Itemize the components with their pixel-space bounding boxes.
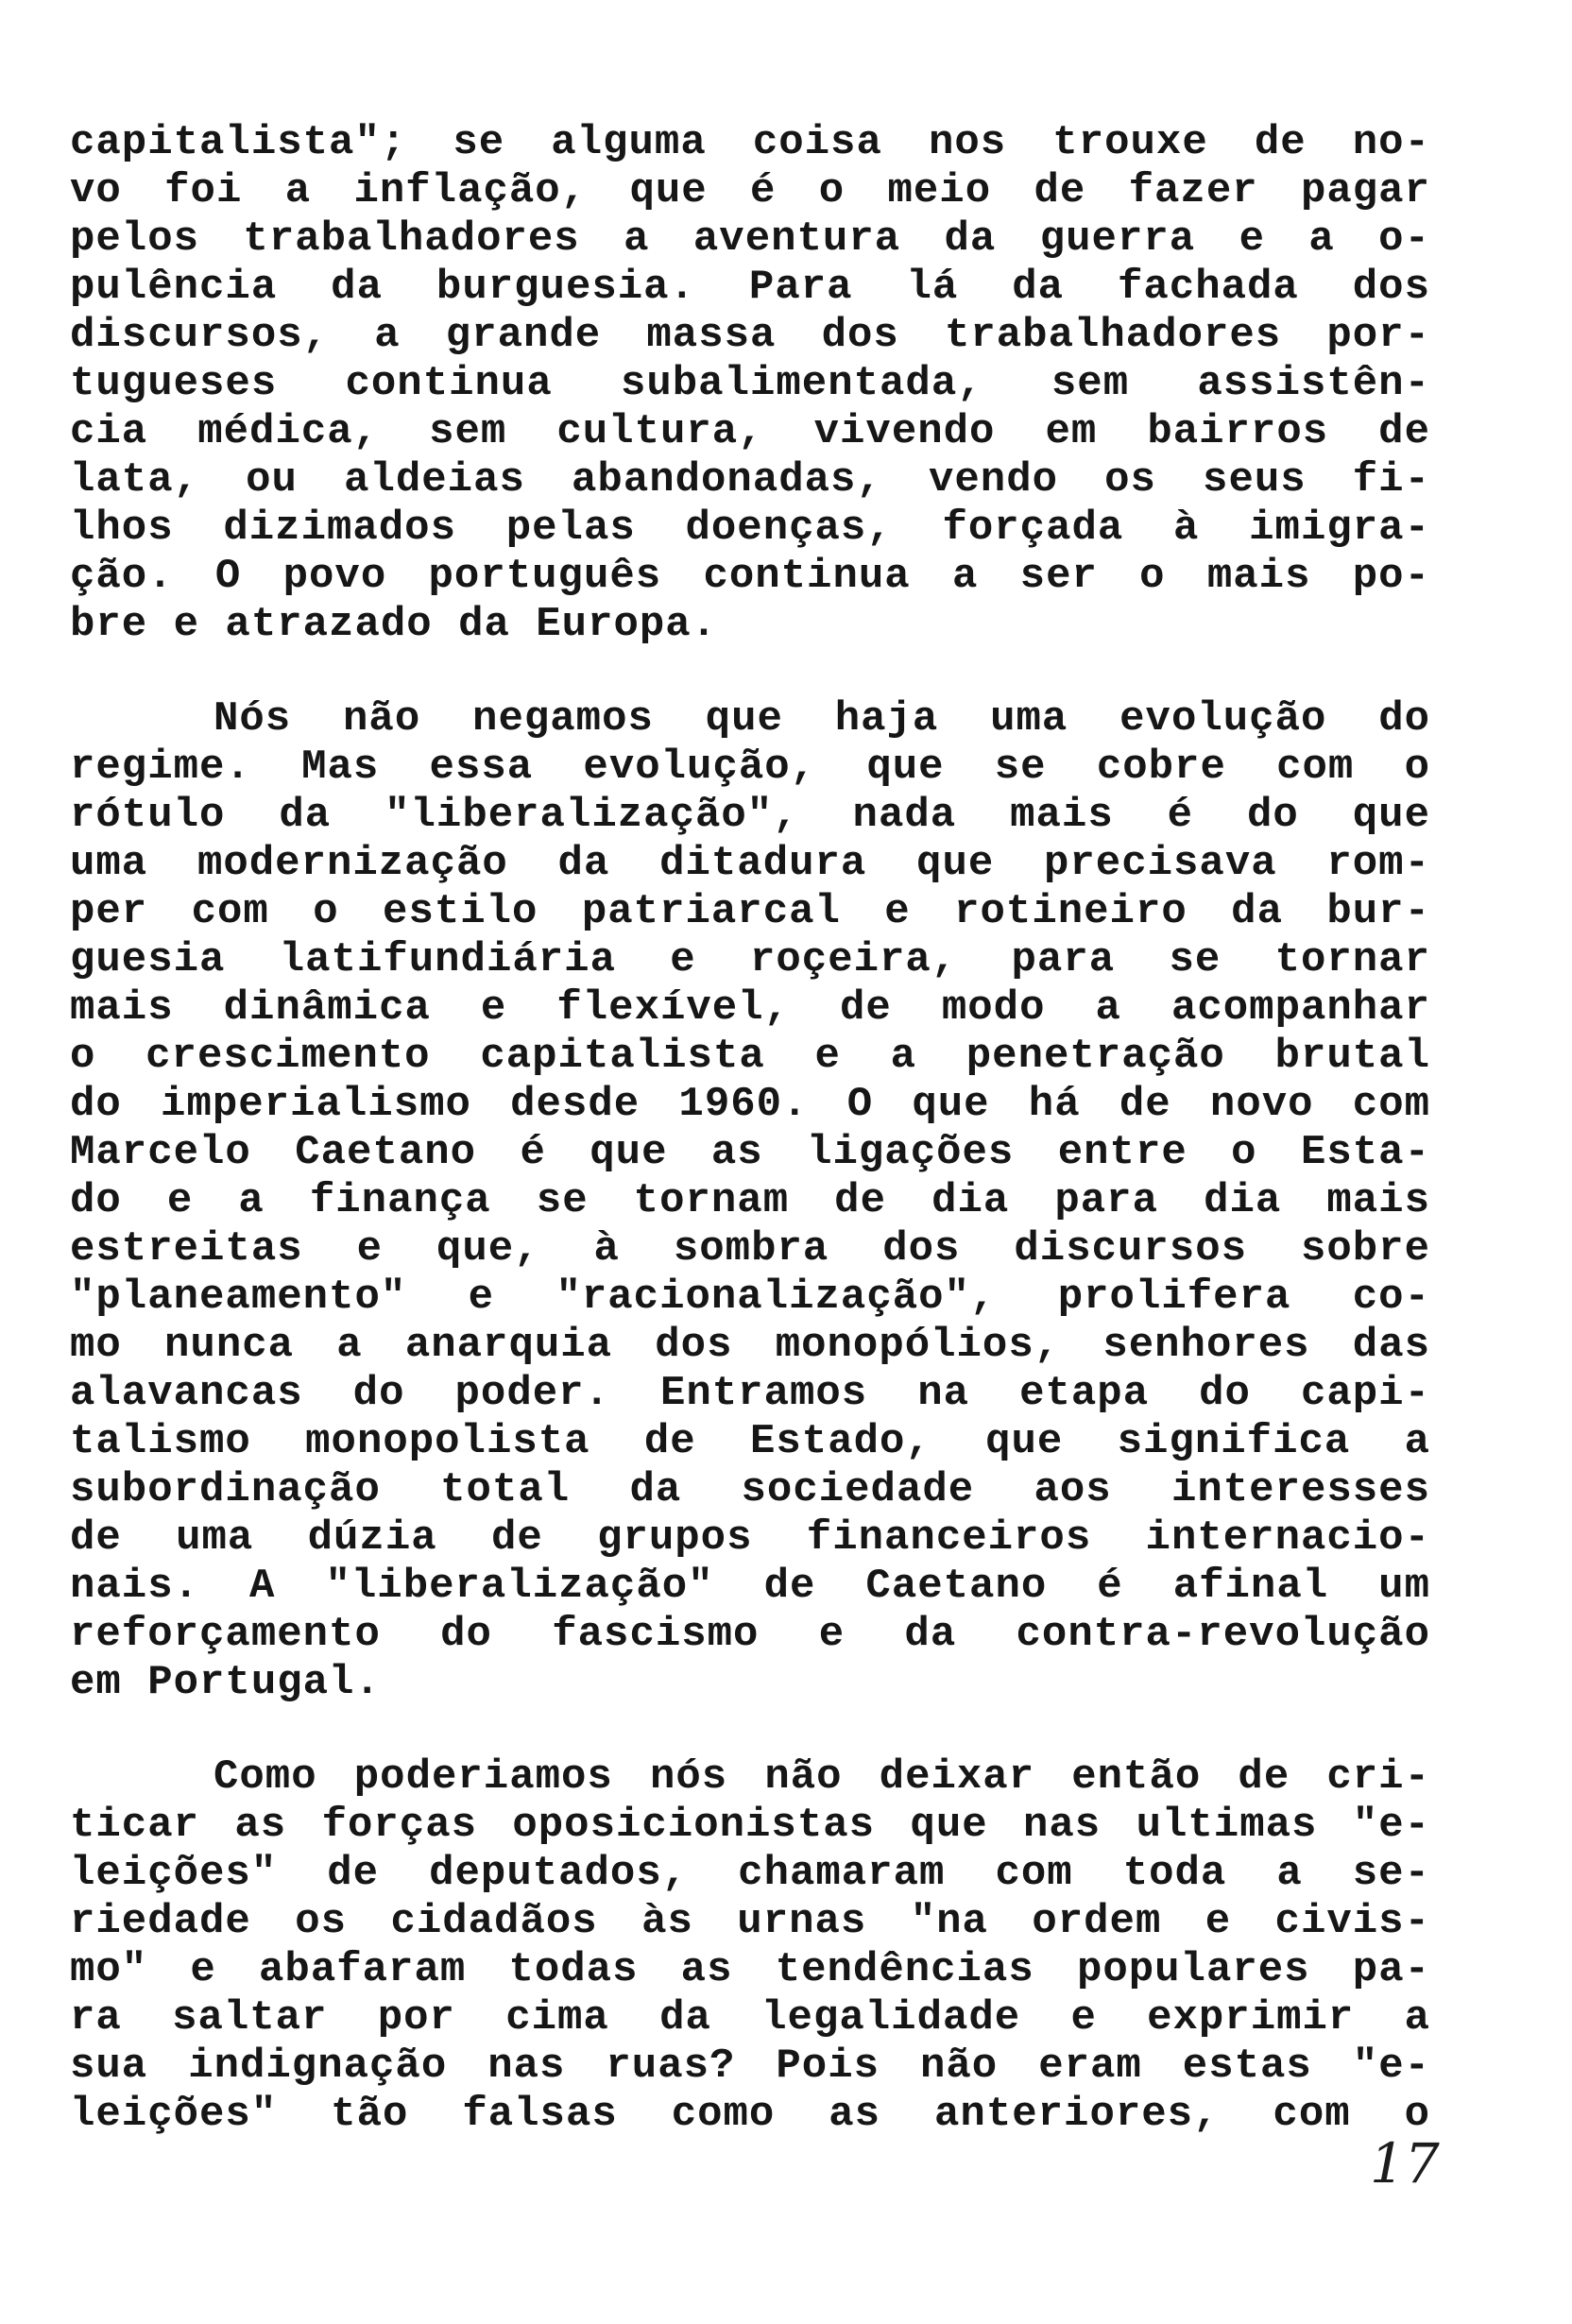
text-line: talismo monopolista de Estado, que significa a <box>70 1418 1430 1465</box>
text-line: estreitas e que, à sombra dos discursos sobre <box>70 1225 1430 1273</box>
text-line: bre e atrazado da Europa. <box>70 601 718 648</box>
text-line: per com o estilo patriarcal e rotineiro da bur- <box>70 888 1430 935</box>
text-line: alavancas do poder. Entramos na etapa do capi- <box>70 1370 1430 1417</box>
page-number: 17 <box>1370 2131 1440 2196</box>
text-line: guesia latifundiária e roçeira, para se tornar <box>70 936 1430 983</box>
text-line: Como poderiamos nós não deixar então de cri- <box>214 1753 1430 1801</box>
text-line: regime. Mas essa evolução, que se cobre com o <box>70 743 1430 791</box>
paragraph-2 <box>70 695 1430 1707</box>
text-line: do imperialismo desde 1960. O que há de novo com <box>70 1081 1430 1128</box>
text-line: Marcelo Caetano é que as ligações entre o Esta- <box>70 1129 1430 1176</box>
text-line: subordinação total da sociedade aos interesses <box>70 1466 1430 1513</box>
text-line: ção. O povo português continua a ser o mais po- <box>70 553 1430 600</box>
text-line: "planeamento" e "racionalização", prolifera co- <box>70 1273 1430 1321</box>
text-line: pelos trabalhadores a aventura da guerra e a o- <box>70 215 1430 263</box>
text-line: de uma dúzia de grupos financeiros internacio- <box>70 1514 1430 1562</box>
paragraph-3 <box>70 1753 1430 2139</box>
text-line: do e a finança se tornam de dia para dia mais <box>70 1177 1430 1224</box>
text-line: uma modernização da ditadura que precisava rom- <box>70 840 1430 887</box>
text-line: capitalista"; se alguma coisa nos trouxe de no- <box>70 119 1430 166</box>
text-line: mo" e abafaram todas as tendências populares pa- <box>70 1946 1430 1993</box>
text-line: lhos dizimados pelas doenças, forçada à imigra- <box>70 504 1430 552</box>
text-line: rótulo da "liberalização", nada mais é do que <box>70 792 1430 839</box>
text-line: nais. A "liberalização" de Caetano é afinal um <box>70 1563 1430 1610</box>
text-line: tugueses continua subalimentada, sem assistên- <box>70 360 1430 407</box>
text-line: mo nunca a anarquia dos monopólios, senhores das <box>70 1322 1430 1369</box>
text-line: mais dinâmica e flexível, de modo a acompanhar <box>70 984 1430 1032</box>
text-line: o crescimento capitalista e a penetração brutal <box>70 1033 1430 1080</box>
text-line: ticar as forças oposicionistas que nas ultimas "e- <box>70 1802 1430 1849</box>
text-line: lata, ou aldeias abandonadas, vendo os seus fi- <box>70 456 1430 504</box>
text-line: Nós não negamos que haja uma evolução do <box>214 695 1430 743</box>
text-line: leições" de deputados, chamaram com toda a se- <box>70 1850 1430 1897</box>
text-line: pulência da burguesia. Para lá da fachada dos <box>70 264 1430 311</box>
text-line: ra saltar por cima da legalidade e exprimir a <box>70 1994 1430 2042</box>
text-line: riedade os cidadãos às urnas "na ordem e civis- <box>70 1898 1430 1945</box>
text-line: reforçamento do fascismo e da contra-revolução <box>70 1611 1430 1658</box>
text-line: discursos, a grande massa dos trabalhadores por- <box>70 312 1430 359</box>
text-line: leições" tão falsas como as anteriores, com o <box>70 2091 1430 2138</box>
text-line: vo foi a inflação, que é o meio de fazer pagar <box>70 167 1430 214</box>
text-line: em Portugal. <box>70 1659 381 1706</box>
text-line: sua indignação nas ruas? Pois não eram estas "e- <box>70 2042 1430 2090</box>
paragraph-1 <box>70 119 1430 649</box>
text-line: cia médica, sem cultura, vivendo em bairros de <box>70 408 1430 455</box>
document-body <box>70 119 1430 2139</box>
